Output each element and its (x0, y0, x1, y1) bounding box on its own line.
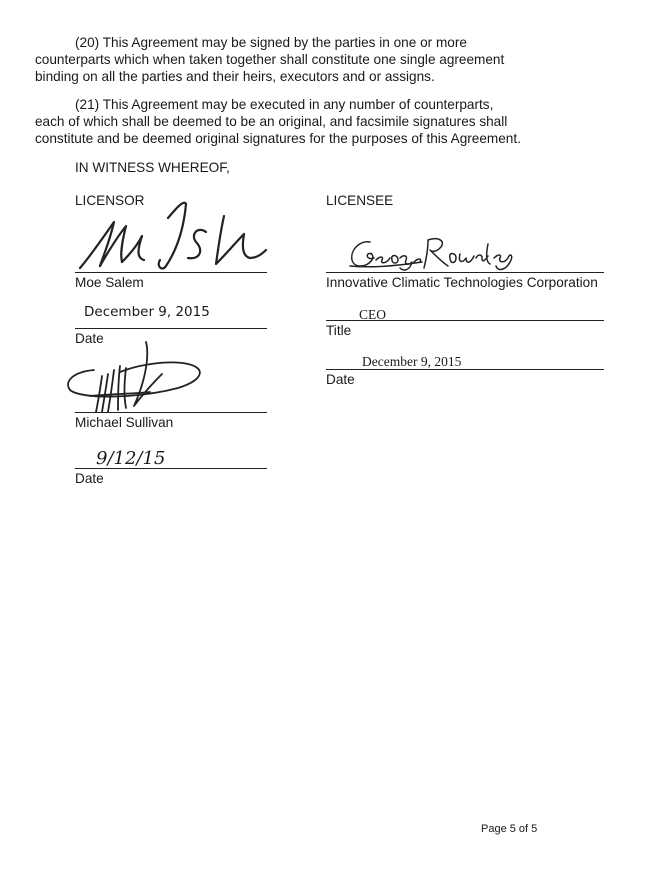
licensee-title-line (326, 320, 604, 321)
paragraph-20 (35, 34, 555, 85)
paragraph-line: binding on all the parties and their heirs, executors and or assigns. (35, 69, 435, 84)
licensee-date-line (326, 369, 604, 370)
licensor-heading: LICENSOR (75, 193, 145, 208)
george-rountree-signature (346, 236, 526, 274)
sullivan-date-label: Date (75, 471, 104, 486)
michael-sullivan-signature (60, 340, 210, 416)
paragraph-line: constitute and be deemed original signatures for the purposes of this Agreement. (35, 131, 521, 146)
licensee-heading: LICENSEE (326, 193, 394, 208)
licensee-title-label: Title (326, 323, 352, 338)
licensor-date-label: Date (75, 331, 104, 346)
licensor-date-line (75, 328, 267, 329)
moe-salem-signature (78, 196, 268, 276)
witness-clause: IN WITNESS WHEREOF, (75, 160, 230, 175)
licensor-date-value: December 9, 2015 (84, 304, 210, 320)
licensee-signature-line (326, 272, 604, 273)
licensee-title-value: CEO (359, 307, 386, 322)
licensor-signature-line (75, 272, 267, 273)
paragraph-21 (35, 96, 555, 147)
sullivan-signer-name: Michael Sullivan (75, 415, 174, 430)
sullivan-date-handwritten: 9/12/15 (96, 448, 166, 469)
licensee-date-label: Date (326, 372, 355, 387)
paragraph-line: (20) This Agreement may be signed by the parties in one or more (75, 35, 467, 50)
licensor-signer-name: Moe Salem (75, 275, 144, 290)
licensee-company: Innovative Climatic Technologies Corporation (326, 275, 598, 290)
licensee-date-value: December 9, 2015 (362, 354, 462, 369)
sullivan-signature-line (75, 412, 267, 413)
sullivan-date-line (75, 468, 267, 469)
paragraph-line: (21) This Agreement may be executed in any number of counterparts, (75, 97, 494, 112)
paragraph-line: each of which shall be deemed to be an original, and facsimile signatures shall (35, 114, 508, 129)
paragraph-line: counterparts which when taken together shall constitute one single agreement (35, 52, 505, 67)
page-number: Page 5 of 5 (481, 823, 538, 835)
